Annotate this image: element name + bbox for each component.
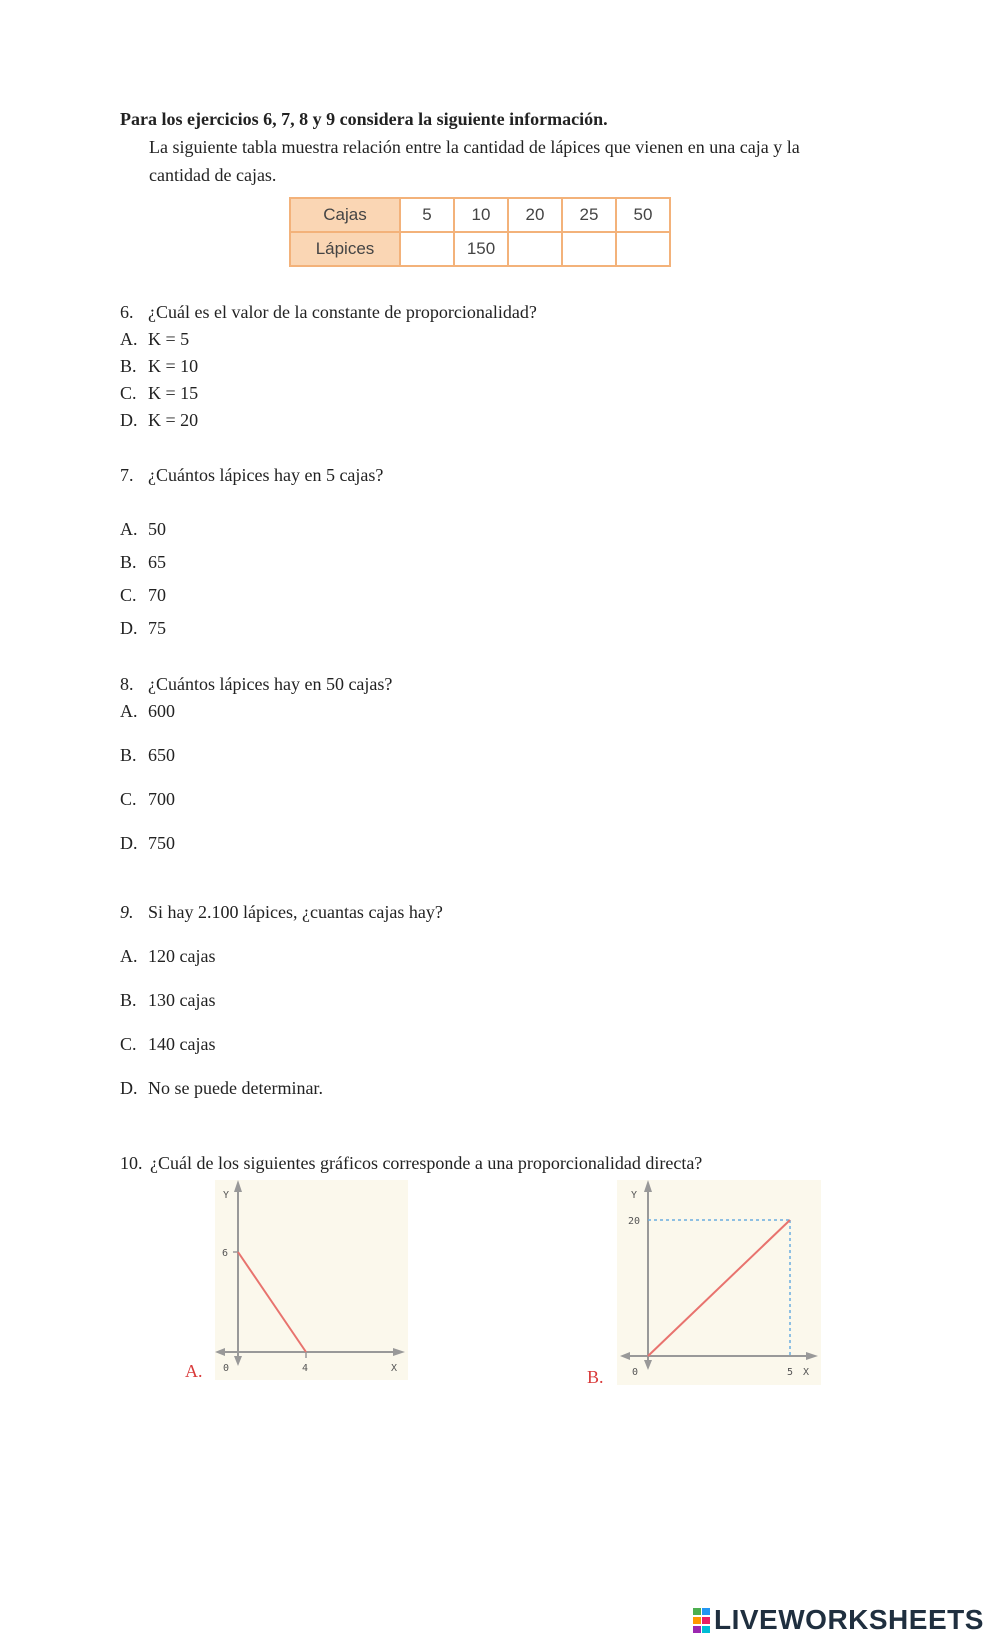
table-header-cajas: Cajas [290, 198, 400, 232]
q8-option-a[interactable] [120, 700, 175, 722]
table-cell: 25 [562, 198, 616, 232]
x-axis-label: X [803, 1367, 810, 1378]
option-text: 75 [148, 618, 166, 638]
q9-option-d[interactable] [120, 1077, 323, 1099]
question-8 [120, 673, 392, 695]
x-axis-arrow-icon [806, 1352, 818, 1360]
option-text: 65 [148, 552, 166, 572]
question-number: 9. [120, 902, 134, 922]
option-letter: C. [120, 383, 137, 403]
option-text: 70 [148, 585, 166, 605]
intro-line-2: cantidad de cajas. [149, 165, 277, 185]
option-letter: A. [120, 519, 138, 539]
option-letter: C. [120, 789, 137, 809]
intro-heading: Para los ejercicios 6, 7, 8 y 9 considera la siguiente información. [120, 109, 608, 129]
option-text: K = 10 [148, 356, 199, 376]
option-text: K = 5 [148, 329, 190, 349]
q7-option-c[interactable] [120, 584, 166, 606]
question-text: Si hay 2.100 lápices, ¿cuantas cajas hay? [148, 902, 443, 922]
option-letter: C. [120, 585, 137, 605]
table-cell [508, 232, 562, 266]
table-cell: 10 [454, 198, 508, 232]
table-row-lapices [290, 232, 670, 266]
option-text: 600 [148, 701, 175, 721]
question-10 [120, 1152, 702, 1174]
question-number: 8. [120, 674, 134, 694]
liveworksheets-logo: LIVEWORKSHEETS [714, 1604, 984, 1635]
y-value-label: 20 [628, 1216, 641, 1227]
q7-option-b[interactable] [120, 551, 166, 573]
option-letter: A. [120, 946, 138, 966]
option-letter: A. [120, 701, 138, 721]
x-axis-arrow-icon [393, 1348, 405, 1356]
option-letter: D. [120, 618, 138, 638]
table-cell: 50 [616, 198, 670, 232]
q6-option-b[interactable] [120, 355, 198, 377]
option-letter: B. [120, 552, 137, 572]
x-value-label: 5 [787, 1367, 794, 1378]
table-row-cajas [290, 198, 670, 232]
graph-b-option-label[interactable]: B. [587, 1367, 604, 1387]
x-value-label: 4 [302, 1363, 309, 1374]
question-6 [120, 301, 537, 323]
q9-option-a[interactable] [120, 945, 215, 967]
intro-line-1: La siguiente tabla muestra relación entre la cantidad de lápices que vienen en una caja y la [149, 137, 800, 157]
y-value-label: 6 [222, 1248, 229, 1259]
table-cell [616, 232, 670, 266]
table-cell: 5 [400, 198, 454, 232]
table-cell: 20 [508, 198, 562, 232]
question-text: ¿Cuál de los siguientes gráficos corresponde a una proporcionalidad directa? [150, 1153, 703, 1173]
graph-a-line [238, 1252, 306, 1352]
q6-option-a[interactable] [120, 328, 189, 350]
q6-option-c[interactable] [120, 382, 198, 404]
y-axis-down-arrow-icon [234, 1356, 242, 1366]
x-axis-left-arrow-icon [620, 1352, 630, 1360]
question-text: ¿Cuántos lápices hay en 50 cajas? [148, 674, 393, 694]
question-7 [120, 464, 383, 486]
option-text: 130 cajas [148, 990, 216, 1010]
option-text: 50 [148, 519, 166, 539]
option-letter: A. [120, 329, 138, 349]
option-text: K = 20 [148, 410, 199, 430]
option-letter: C. [120, 1034, 137, 1054]
option-letter: B. [120, 990, 137, 1010]
q9-option-b[interactable] [120, 989, 215, 1011]
x-axis-left-arrow-icon [215, 1348, 225, 1356]
cajas-lapices-table [289, 197, 671, 267]
table-cell [562, 232, 616, 266]
q9-option-c[interactable] [120, 1033, 215, 1055]
option-letter: D. [120, 410, 138, 430]
option-text: 140 cajas [148, 1034, 216, 1054]
q8-option-c[interactable] [120, 788, 175, 810]
y-axis-label: Y [223, 1190, 230, 1201]
option-text: 700 [148, 789, 175, 809]
graph-a[interactable] [215, 1180, 408, 1380]
option-text: K = 15 [148, 383, 199, 403]
q6-option-d[interactable] [120, 409, 198, 431]
option-letter: B. [120, 745, 137, 765]
graph-b[interactable] [617, 1180, 821, 1385]
question-9 [120, 901, 443, 923]
q7-option-a[interactable] [120, 518, 166, 540]
question-number: 10. [120, 1153, 143, 1173]
table-cell: 150 [454, 232, 508, 266]
origin-label: 0 [223, 1363, 230, 1374]
option-letter: D. [120, 833, 138, 853]
option-letter: D. [120, 1078, 138, 1098]
origin-label: 0 [632, 1367, 639, 1378]
y-axis-label: Y [631, 1190, 638, 1201]
option-letter: B. [120, 356, 137, 376]
y-axis-arrow-icon [644, 1180, 652, 1192]
graph-b-line [648, 1220, 790, 1356]
question-number: 7. [120, 465, 134, 485]
question-text: ¿Cuántos lápices hay en 5 cajas? [148, 465, 384, 485]
option-text: No se puede determinar. [148, 1078, 323, 1098]
graph-b-svg [617, 1180, 821, 1385]
q8-option-b[interactable] [120, 744, 175, 766]
x-axis-label: X [391, 1363, 398, 1374]
y-axis-arrow-icon [234, 1180, 242, 1192]
graph-a-svg [215, 1180, 408, 1380]
table-cell [400, 232, 454, 266]
question-number: 6. [120, 302, 134, 322]
q8-option-d[interactable] [120, 832, 175, 854]
q7-option-d[interactable] [120, 617, 166, 639]
table-header-lapices: Lápices [290, 232, 400, 266]
question-text: ¿Cuál es el valor de la constante de proporcionalidad? [148, 302, 537, 322]
graph-a-option-label[interactable]: A. [185, 1361, 203, 1381]
y-axis-down-arrow-icon [644, 1360, 652, 1370]
option-text: 120 cajas [148, 946, 216, 966]
option-text: 650 [148, 745, 175, 765]
option-text: 750 [148, 833, 175, 853]
